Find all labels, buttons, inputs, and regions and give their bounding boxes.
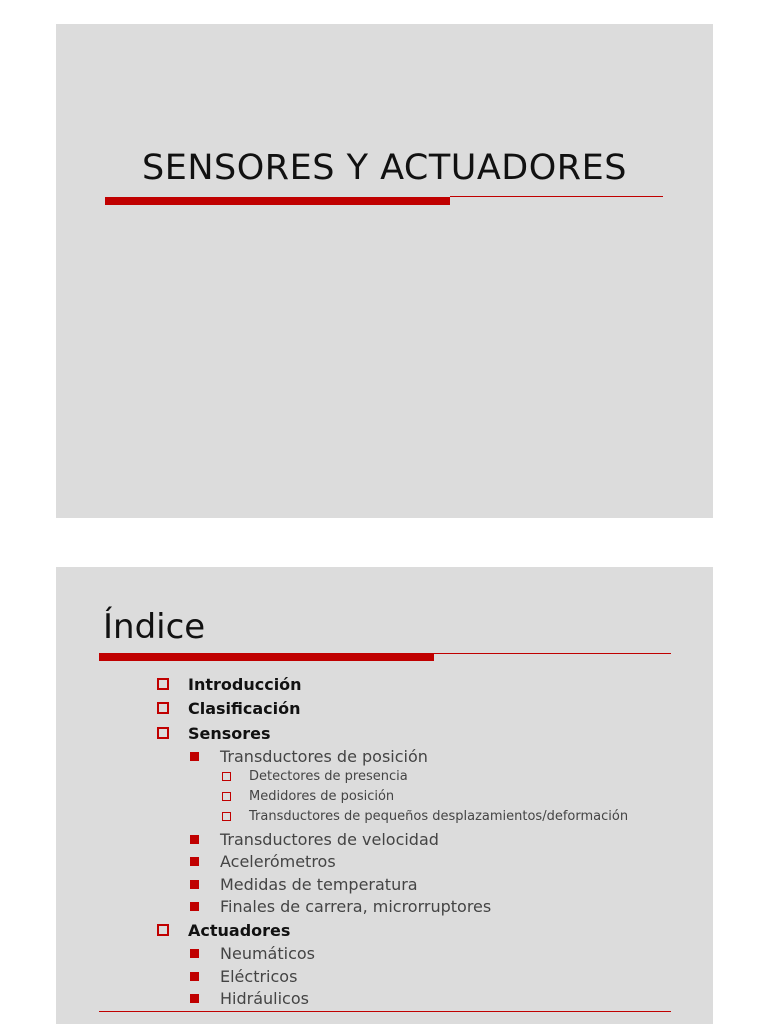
- hollow-square-bullet-icon: [222, 812, 231, 821]
- index-subsubitem-label: Detectores de presencia: [249, 769, 408, 784]
- solid-square-bullet-icon: [190, 752, 199, 761]
- title-underline-thin: [434, 653, 671, 654]
- index-subsubitem-label: Medidores de posición: [249, 789, 395, 804]
- index-subitem-label: Transductores de posición: [220, 747, 428, 766]
- solid-square-bullet-icon: [190, 857, 199, 866]
- hollow-square-bullet-icon: [222, 792, 231, 801]
- hollow-square-bullet-icon: [157, 678, 169, 690]
- solid-square-bullet-icon: [190, 835, 199, 844]
- index-subitem-label: Hidráulicos: [220, 989, 309, 1008]
- hollow-square-bullet-icon: [157, 727, 169, 739]
- index-subitem-label: Acelerómetros: [220, 852, 336, 871]
- index-item-label: Actuadores: [188, 921, 291, 940]
- solid-square-bullet-icon: [190, 994, 199, 1003]
- solid-square-bullet-icon: [190, 949, 199, 958]
- title-slide: [56, 24, 713, 518]
- hollow-square-bullet-icon: [222, 772, 231, 781]
- hollow-square-bullet-icon: [157, 924, 169, 936]
- index-item-label: Introducción: [188, 675, 302, 694]
- index-item-label: Sensores: [188, 724, 271, 743]
- index-subitem-label: Medidas de temperatura: [220, 875, 418, 894]
- index-subitem-label: Finales de carrera, microrruptores: [220, 897, 492, 916]
- hollow-square-bullet-icon: [157, 702, 169, 714]
- solid-square-bullet-icon: [190, 880, 199, 889]
- slide-title: SENSORES Y ACTUADORES: [142, 148, 627, 188]
- solid-square-bullet-icon: [190, 902, 199, 911]
- title-underline-thin: [450, 196, 663, 197]
- index-item-label: Clasificación: [188, 699, 301, 718]
- index-subitem-label: Eléctricos: [220, 967, 298, 986]
- solid-square-bullet-icon: [190, 972, 199, 981]
- index-subsubitem-label: Transductores de pequeños desplazamientos/deformación: [249, 809, 629, 824]
- slide-title: Índice: [103, 607, 206, 647]
- title-underline-thick: [99, 653, 434, 661]
- index-subitem-label: Transductores de velocidad: [220, 830, 439, 849]
- title-underline-thick: [105, 197, 450, 205]
- index-subitem-label: Neumáticos: [220, 944, 315, 963]
- footer-rule: [99, 1011, 671, 1012]
- index-slide: [56, 567, 713, 1024]
